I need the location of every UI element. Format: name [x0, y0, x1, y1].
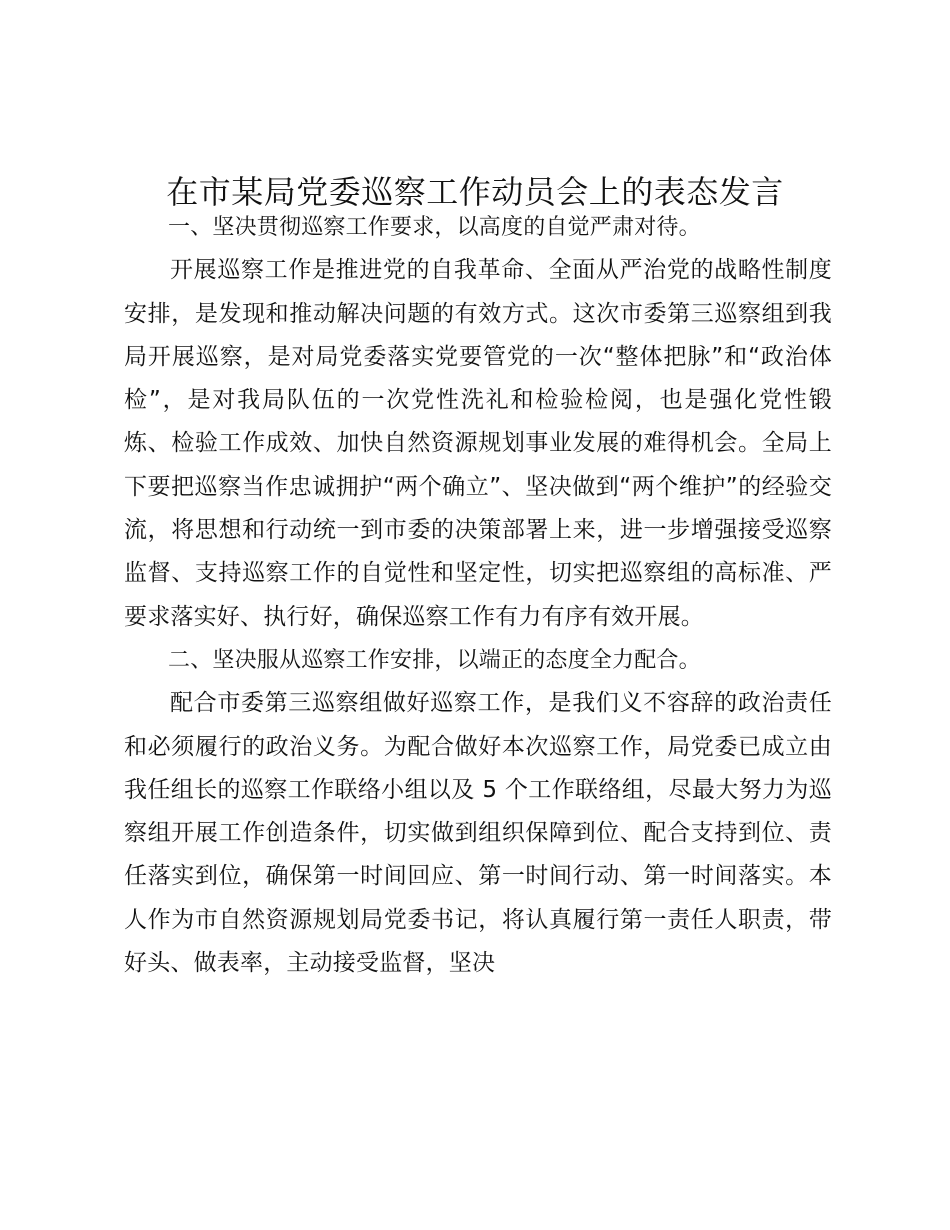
document-body	[124, 206, 832, 985]
section-heading-1: 一、坚决贯彻巡察工作要求，以高度的自觉严肃对待。	[168, 215, 701, 240]
section-heading-2: 二、坚决服从巡察工作安排，以端正的态度全力配合。	[168, 647, 701, 673]
body-paragraph-2: 配合市委第三巡察组做好巡察工作，是我们义不容辞的政治责任和必须履行的政治义务。为配合做好本次巡察工作，局党委已成立由我任组长的巡察工作联络小组以及 5 个工作联络组，尽最大努力为巡察组开展工作创造条件，切实做到组织保障到位、配合支持到位、责任落实到位，确保第一时间回应、第一时间行动、第一时间落实。本人作为市自然资源规划局党委书记，将认真履行第一责任人职责，带好头、做表率，主动接受监督，坚决	[124, 690, 832, 977]
body-paragraph-1: 开展巡察工作是推进党的自我革命、全面从严治党的战略性制度安排，是发现和推动解决问题的有效方式。这次市委第三巡察组到我局开展巡察，是对局党委落实党要管党的一次“整体把脉”和“政治体检”，是对我局队伍的一次党性洗礼和检验检阅，也是强化党性锻炼、检验工作成效、加快自然资源规划事业发展的难得机会。全局上下要把巡察当作忠诚拥护“两个确立”、坚决做到“两个维护”的经验交流，将思想和行动统一到市委的决策部署上来，进一步增强接受巡察监督、支持巡察工作的自觉性和坚定性，切实把巡察组的高标准、严要求落实好、执行好，确保巡察工作有力有序有效开展。	[124, 257, 832, 630]
document-title: 在市某局党委巡察工作动员会上的表态发言	[166, 173, 784, 211]
